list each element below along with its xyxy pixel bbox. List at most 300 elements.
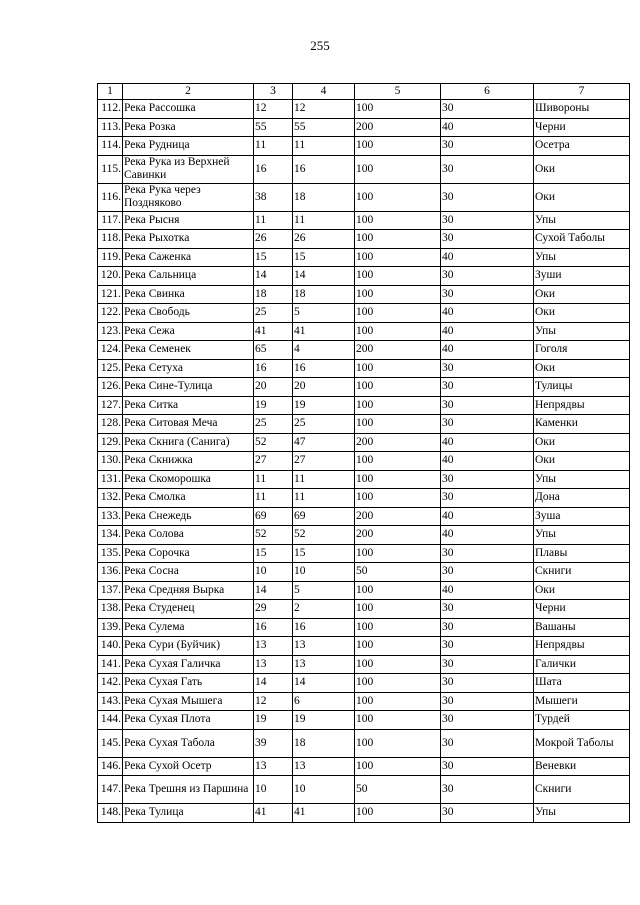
table-row — [98, 415, 630, 434]
tributary-of: Турдей — [534, 711, 630, 730]
river-name: Река Трешня из Паршина — [123, 776, 254, 804]
col-4-value: 26 — [293, 230, 355, 249]
table-row — [98, 183, 630, 211]
col-3-value: 26 — [254, 230, 293, 249]
header-cell: 4 — [293, 84, 355, 100]
col-4-value: 41 — [293, 322, 355, 341]
col-6-value: 30 — [441, 776, 534, 804]
col-6-value: 30 — [441, 674, 534, 693]
col-5-value: 100 — [355, 674, 441, 693]
tributary-of: Оки — [534, 359, 630, 378]
col-5-value: 50 — [355, 563, 441, 582]
col-3-value: 69 — [254, 507, 293, 526]
col-4-value: 6 — [293, 692, 355, 711]
row-number: 120. — [98, 267, 123, 286]
river-name: Река Свинка — [123, 285, 254, 304]
row-number: 138. — [98, 600, 123, 619]
col-5-value: 200 — [355, 433, 441, 452]
col-3-value: 11 — [254, 137, 293, 156]
col-6-value: 30 — [441, 100, 534, 119]
table-row — [98, 155, 630, 183]
col-3-value: 25 — [254, 415, 293, 434]
col-6-value: 40 — [441, 248, 534, 267]
col-5-value: 100 — [355, 322, 441, 341]
col-6-value: 30 — [441, 600, 534, 619]
table-body — [98, 100, 630, 823]
col-5-value: 100 — [355, 211, 441, 230]
col-5-value: 100 — [355, 544, 441, 563]
col-5-value: 100 — [355, 452, 441, 471]
tributary-of: Дона — [534, 489, 630, 508]
col-6-value: 40 — [441, 322, 534, 341]
tributary-of: Сухой Таболы — [534, 230, 630, 249]
tributary-of: Упы — [534, 470, 630, 489]
river-name: Река Рука из Верхней Савинки — [123, 155, 254, 183]
row-number: 125. — [98, 359, 123, 378]
col-6-value: 30 — [441, 137, 534, 156]
tributary-of: Шивороны — [534, 100, 630, 119]
col-3-value: 12 — [254, 100, 293, 119]
col-3-value: 15 — [254, 248, 293, 267]
header-cell: 6 — [441, 84, 534, 100]
tributary-of: Галички — [534, 655, 630, 674]
river-name: Река Сухая Гать — [123, 674, 254, 693]
table-row — [98, 674, 630, 693]
col-5-value: 100 — [355, 711, 441, 730]
table-row — [98, 452, 630, 471]
col-3-value: 13 — [254, 757, 293, 776]
col-4-value: 10 — [293, 563, 355, 582]
col-5-value: 100 — [355, 248, 441, 267]
col-6-value: 30 — [441, 757, 534, 776]
col-6-value: 30 — [441, 637, 534, 656]
col-4-value: 2 — [293, 600, 355, 619]
row-number: 139. — [98, 618, 123, 637]
col-6-value: 30 — [441, 378, 534, 397]
col-4-value: 14 — [293, 674, 355, 693]
col-5-value: 100 — [355, 100, 441, 119]
tributary-of: Оки — [534, 285, 630, 304]
tributary-of: Непрядвы — [534, 396, 630, 415]
table-row — [98, 544, 630, 563]
col-3-value: 13 — [254, 637, 293, 656]
tributary-of: Веневки — [534, 757, 630, 776]
col-5-value: 100 — [355, 155, 441, 183]
col-6-value: 30 — [441, 285, 534, 304]
river-name: Река Семенек — [123, 341, 254, 360]
row-number: 141. — [98, 655, 123, 674]
row-number: 132. — [98, 489, 123, 508]
col-6-value: 30 — [441, 155, 534, 183]
row-number: 124. — [98, 341, 123, 360]
col-3-value: 39 — [254, 729, 293, 757]
col-4-value: 41 — [293, 804, 355, 823]
col-3-value: 20 — [254, 378, 293, 397]
river-name: Река Скнижка — [123, 452, 254, 471]
river-name: Река Сухая Плота — [123, 711, 254, 730]
river-name: Река Сулема — [123, 618, 254, 637]
row-number: 146. — [98, 757, 123, 776]
col-4-value: 25 — [293, 415, 355, 434]
col-5-value: 100 — [355, 396, 441, 415]
col-3-value: 52 — [254, 433, 293, 452]
col-4-value: 47 — [293, 433, 355, 452]
col-6-value: 30 — [441, 470, 534, 489]
tributary-of: Гоголя — [534, 341, 630, 360]
col-3-value: 55 — [254, 118, 293, 137]
col-4-value: 10 — [293, 776, 355, 804]
river-name: Река Сосна — [123, 563, 254, 582]
col-3-value: 14 — [254, 674, 293, 693]
table-row — [98, 618, 630, 637]
col-4-value: 14 — [293, 267, 355, 286]
river-name: Река Рудница — [123, 137, 254, 156]
col-4-value: 5 — [293, 304, 355, 323]
table-row — [98, 433, 630, 452]
col-3-value: 16 — [254, 359, 293, 378]
col-3-value: 13 — [254, 655, 293, 674]
tributary-of: Шата — [534, 674, 630, 693]
col-5-value: 100 — [355, 304, 441, 323]
table-row — [98, 600, 630, 619]
row-number: 115. — [98, 155, 123, 183]
river-name: Река Сетуха — [123, 359, 254, 378]
row-number: 130. — [98, 452, 123, 471]
table-row — [98, 285, 630, 304]
row-number: 135. — [98, 544, 123, 563]
col-5-value: 200 — [355, 341, 441, 360]
col-6-value: 30 — [441, 359, 534, 378]
col-4-value: 69 — [293, 507, 355, 526]
col-4-value: 16 — [293, 155, 355, 183]
page-number: 255 — [310, 38, 330, 53]
col-6-value: 40 — [441, 452, 534, 471]
river-name: Река Ситовая Меча — [123, 415, 254, 434]
table-row — [98, 248, 630, 267]
river-name: Река Свободь — [123, 304, 254, 323]
col-4-value: 13 — [293, 757, 355, 776]
col-5-value: 200 — [355, 118, 441, 137]
row-number: 136. — [98, 563, 123, 582]
col-4-value: 19 — [293, 711, 355, 730]
col-6-value: 30 — [441, 692, 534, 711]
table-row — [98, 711, 630, 730]
river-name: Река Рыхотка — [123, 230, 254, 249]
river-name: Река Средняя Вырка — [123, 581, 254, 600]
header-cell: 5 — [355, 84, 441, 100]
row-number: 137. — [98, 581, 123, 600]
col-6-value: 30 — [441, 415, 534, 434]
row-number: 128. — [98, 415, 123, 434]
tributary-of: Упы — [534, 322, 630, 341]
row-number: 113. — [98, 118, 123, 137]
col-4-value: 18 — [293, 285, 355, 304]
col-3-value: 29 — [254, 600, 293, 619]
col-5-value: 100 — [355, 267, 441, 286]
col-4-value: 52 — [293, 526, 355, 545]
col-3-value: 10 — [254, 563, 293, 582]
table-row — [98, 470, 630, 489]
col-6-value: 30 — [441, 396, 534, 415]
tributary-of: Упы — [534, 526, 630, 545]
header-cell: 7 — [534, 84, 630, 100]
col-5-value: 100 — [355, 378, 441, 397]
col-5-value: 100 — [355, 285, 441, 304]
col-5-value: 100 — [355, 804, 441, 823]
col-5-value: 200 — [355, 507, 441, 526]
tributary-of: Оки — [534, 452, 630, 471]
row-number: 123. — [98, 322, 123, 341]
table-row — [98, 341, 630, 360]
col-4-value: 18 — [293, 183, 355, 211]
col-4-value: 12 — [293, 100, 355, 119]
row-number: 140. — [98, 637, 123, 656]
tributary-of: Черни — [534, 600, 630, 619]
tributary-of: Каменки — [534, 415, 630, 434]
col-3-value: 16 — [254, 155, 293, 183]
col-6-value: 30 — [441, 804, 534, 823]
table-row — [98, 526, 630, 545]
col-6-value: 30 — [441, 729, 534, 757]
tributary-of: Зуша — [534, 507, 630, 526]
river-name: Река Ситка — [123, 396, 254, 415]
table-row — [98, 211, 630, 230]
row-number: 134. — [98, 526, 123, 545]
tributary-of: Вашаны — [534, 618, 630, 637]
row-number: 129. — [98, 433, 123, 452]
tributary-of: Оки — [534, 304, 630, 323]
row-number: 148. — [98, 804, 123, 823]
tributary-of: Зуши — [534, 267, 630, 286]
col-5-value: 200 — [355, 526, 441, 545]
river-name: Река Скоморошка — [123, 470, 254, 489]
river-name: Река Скнига (Санига) — [123, 433, 254, 452]
col-5-value: 100 — [355, 415, 441, 434]
row-number: 133. — [98, 507, 123, 526]
river-table — [97, 83, 630, 823]
col-3-value: 38 — [254, 183, 293, 211]
col-3-value: 16 — [254, 618, 293, 637]
table-row — [98, 489, 630, 508]
col-6-value: 40 — [441, 526, 534, 545]
col-4-value: 11 — [293, 489, 355, 508]
col-4-value: 16 — [293, 359, 355, 378]
col-5-value: 100 — [355, 581, 441, 600]
river-name: Река Сухая Табола — [123, 729, 254, 757]
col-5-value: 100 — [355, 470, 441, 489]
row-number: 126. — [98, 378, 123, 397]
col-4-value: 11 — [293, 137, 355, 156]
col-4-value: 18 — [293, 729, 355, 757]
table-row — [98, 692, 630, 711]
table-row — [98, 267, 630, 286]
row-number: 143. — [98, 692, 123, 711]
col-3-value: 19 — [254, 396, 293, 415]
header-cell: 2 — [123, 84, 254, 100]
col-6-value: 30 — [441, 618, 534, 637]
river-name: Река Тулица — [123, 804, 254, 823]
col-3-value: 25 — [254, 304, 293, 323]
col-3-value: 41 — [254, 322, 293, 341]
tributary-of: Оки — [534, 183, 630, 211]
table-row — [98, 118, 630, 137]
col-5-value: 100 — [355, 600, 441, 619]
tributary-of: Осетра — [534, 137, 630, 156]
row-number: 127. — [98, 396, 123, 415]
col-5-value: 100 — [355, 655, 441, 674]
river-name: Река Сури (Буйчик) — [123, 637, 254, 656]
row-number: 122. — [98, 304, 123, 323]
header-row — [98, 84, 630, 100]
row-number: 112. — [98, 100, 123, 119]
col-5-value: 100 — [355, 757, 441, 776]
table-row — [98, 729, 630, 757]
tributary-of: Упы — [534, 211, 630, 230]
tributary-of: Мышеги — [534, 692, 630, 711]
river-name: Река Сорочка — [123, 544, 254, 563]
row-number: 121. — [98, 285, 123, 304]
tributary-of: Оки — [534, 433, 630, 452]
table-row — [98, 322, 630, 341]
tributary-of: Непрядвы — [534, 637, 630, 656]
row-number: 144. — [98, 711, 123, 730]
row-number: 118. — [98, 230, 123, 249]
river-name: Река Смолка — [123, 489, 254, 508]
col-6-value: 30 — [441, 544, 534, 563]
tributary-of: Мокрой Таболы — [534, 729, 630, 757]
river-name: Река Сежа — [123, 322, 254, 341]
river-name: Река Рассошка — [123, 100, 254, 119]
col-5-value: 100 — [355, 489, 441, 508]
table-row — [98, 396, 630, 415]
col-5-value: 100 — [355, 137, 441, 156]
tributary-of: Плавы — [534, 544, 630, 563]
col-5-value: 100 — [355, 183, 441, 211]
col-3-value: 11 — [254, 211, 293, 230]
header-cell: 1 — [98, 84, 123, 100]
river-name: Река Студенец — [123, 600, 254, 619]
tributary-of: Черни — [534, 118, 630, 137]
col-3-value: 19 — [254, 711, 293, 730]
col-6-value: 30 — [441, 563, 534, 582]
col-6-value: 30 — [441, 267, 534, 286]
table-row — [98, 776, 630, 804]
col-3-value: 14 — [254, 267, 293, 286]
table-row — [98, 304, 630, 323]
col-6-value: 40 — [441, 304, 534, 323]
table-row — [98, 507, 630, 526]
river-name: Река Сухой Осетр — [123, 757, 254, 776]
col-6-value: 30 — [441, 230, 534, 249]
col-6-value: 30 — [441, 711, 534, 730]
col-3-value: 27 — [254, 452, 293, 471]
col-4-value: 55 — [293, 118, 355, 137]
col-6-value: 30 — [441, 183, 534, 211]
river-name: Река Сухая Мышега — [123, 692, 254, 711]
tributary-of: Скниги — [534, 563, 630, 582]
col-6-value: 30 — [441, 655, 534, 674]
table-row — [98, 230, 630, 249]
col-6-value: 40 — [441, 581, 534, 600]
river-name: Река Саженка — [123, 248, 254, 267]
river-name: Река Розка — [123, 118, 254, 137]
col-5-value: 100 — [355, 729, 441, 757]
table-row — [98, 563, 630, 582]
col-4-value: 16 — [293, 618, 355, 637]
row-number: 131. — [98, 470, 123, 489]
col-5-value: 100 — [355, 359, 441, 378]
table-row — [98, 804, 630, 823]
river-name: Река Сальница — [123, 267, 254, 286]
col-6-value: 40 — [441, 341, 534, 360]
col-4-value: 19 — [293, 396, 355, 415]
river-name: Река Сине-Тулица — [123, 378, 254, 397]
col-3-value: 14 — [254, 581, 293, 600]
table-row — [98, 655, 630, 674]
tributary-of: Тулицы — [534, 378, 630, 397]
tributary-of: Оки — [534, 581, 630, 600]
col-3-value: 11 — [254, 489, 293, 508]
col-3-value: 41 — [254, 804, 293, 823]
col-3-value: 18 — [254, 285, 293, 304]
col-3-value: 12 — [254, 692, 293, 711]
row-number: 116. — [98, 183, 123, 211]
col-4-value: 13 — [293, 637, 355, 656]
col-3-value: 11 — [254, 470, 293, 489]
col-5-value: 100 — [355, 637, 441, 656]
table-row — [98, 378, 630, 397]
table-row — [98, 359, 630, 378]
table-row — [98, 100, 630, 119]
row-number: 142. — [98, 674, 123, 693]
col-4-value: 11 — [293, 211, 355, 230]
row-number: 119. — [98, 248, 123, 267]
col-6-value: 30 — [441, 211, 534, 230]
tributary-of: Упы — [534, 804, 630, 823]
col-4-value: 27 — [293, 452, 355, 471]
river-name: Река Солова — [123, 526, 254, 545]
tributary-of: Оки — [534, 155, 630, 183]
river-name: Река Снежедь — [123, 507, 254, 526]
row-number: 147. — [98, 776, 123, 804]
table-row — [98, 637, 630, 656]
col-3-value: 10 — [254, 776, 293, 804]
col-6-value: 40 — [441, 507, 534, 526]
river-name: Река Сухая Галичка — [123, 655, 254, 674]
col-4-value: 13 — [293, 655, 355, 674]
col-5-value: 100 — [355, 230, 441, 249]
tributary-of: Скниги — [534, 776, 630, 804]
table-row — [98, 581, 630, 600]
col-6-value: 40 — [441, 433, 534, 452]
col-5-value: 100 — [355, 618, 441, 637]
col-3-value: 52 — [254, 526, 293, 545]
tributary-of: Упы — [534, 248, 630, 267]
col-3-value: 65 — [254, 341, 293, 360]
col-6-value: 40 — [441, 118, 534, 137]
col-4-value: 4 — [293, 341, 355, 360]
col-5-value: 50 — [355, 776, 441, 804]
col-6-value: 30 — [441, 489, 534, 508]
river-name: Река Рысня — [123, 211, 254, 230]
table-row — [98, 137, 630, 156]
col-4-value: 15 — [293, 544, 355, 563]
river-name: Река Рука через Поздняково — [123, 183, 254, 211]
table-row — [98, 757, 630, 776]
row-number: 117. — [98, 211, 123, 230]
col-4-value: 15 — [293, 248, 355, 267]
row-number: 114. — [98, 137, 123, 156]
